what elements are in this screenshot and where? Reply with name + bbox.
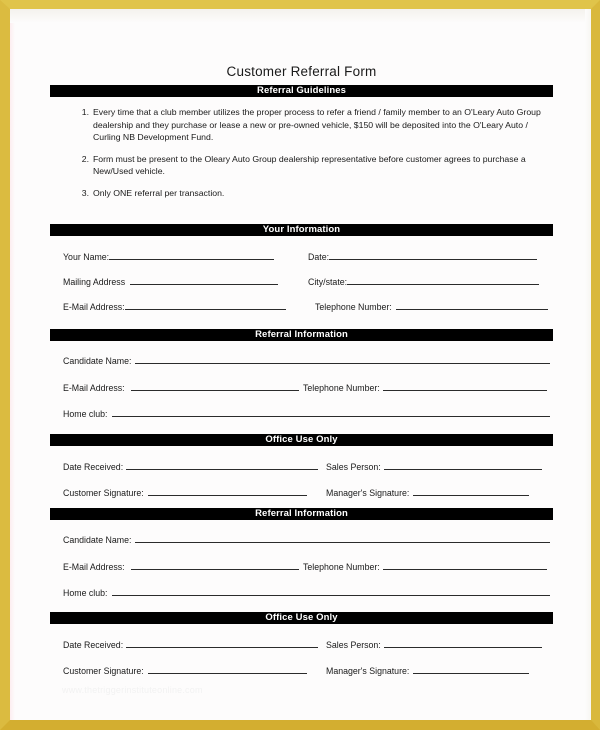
write-in-line[interactable] bbox=[396, 300, 548, 310]
referral-2-row-3 bbox=[50, 586, 553, 600]
field-home-club[interactable] bbox=[63, 586, 550, 598]
field-email-address[interactable] bbox=[63, 300, 286, 312]
field-telephone-number[interactable] bbox=[303, 560, 547, 572]
page-top-shadow bbox=[10, 9, 591, 23]
write-in-line[interactable] bbox=[109, 250, 274, 260]
write-in-line[interactable] bbox=[131, 560, 299, 570]
write-in-line[interactable] bbox=[347, 275, 539, 285]
write-in-line[interactable] bbox=[384, 638, 542, 648]
site-watermark: www.thetriggerinstituteonline.com bbox=[62, 685, 203, 695]
field-managers-signature[interactable] bbox=[326, 486, 529, 498]
field-label: E-Mail Address: bbox=[63, 383, 125, 393]
document-page bbox=[10, 9, 591, 720]
field-label: Home club: bbox=[63, 409, 108, 419]
field-label: Home club: bbox=[63, 588, 108, 598]
field-label: Candidate Name: bbox=[63, 535, 132, 545]
field-label: Your Name: bbox=[63, 252, 110, 262]
guideline-item bbox=[50, 187, 553, 200]
write-in-line[interactable] bbox=[148, 664, 307, 674]
field-customer-signature[interactable] bbox=[63, 486, 307, 498]
field-label: Manager's Signature: bbox=[326, 666, 410, 676]
field-email-address[interactable] bbox=[63, 560, 299, 572]
field-label: Mailing Address bbox=[63, 277, 126, 287]
field-mailing-address[interactable] bbox=[63, 275, 278, 287]
office-2-row-2 bbox=[50, 664, 553, 678]
field-label: Telephone Number: bbox=[315, 302, 392, 312]
section-header-office-use-only-1: Office Use Only bbox=[50, 434, 553, 446]
field-label: Customer Signature: bbox=[63, 666, 144, 676]
write-in-line[interactable] bbox=[130, 275, 278, 285]
field-customer-signature[interactable] bbox=[63, 664, 307, 676]
field-telephone-number[interactable] bbox=[303, 381, 547, 393]
guideline-text: Only ONE referral per transaction. bbox=[93, 187, 225, 198]
write-in-line[interactable] bbox=[126, 638, 318, 648]
field-label: Telephone Number: bbox=[303, 562, 380, 572]
section-header-your-information: Your Information bbox=[50, 224, 553, 236]
referral-1-row-1 bbox=[50, 354, 553, 368]
field-label: Customer Signature: bbox=[63, 488, 144, 498]
field-label: Manager's Signature: bbox=[326, 488, 410, 498]
referral-1-row-3 bbox=[50, 407, 553, 421]
office-1-row-1 bbox=[50, 460, 553, 474]
write-in-line[interactable] bbox=[383, 381, 547, 391]
write-in-line[interactable] bbox=[413, 486, 529, 496]
field-date[interactable] bbox=[308, 250, 537, 262]
field-label: Sales Person: bbox=[326, 462, 381, 472]
page-title: Customer Referral Form bbox=[226, 64, 377, 79]
field-label: City/state: bbox=[308, 277, 348, 287]
guideline-item bbox=[50, 153, 553, 178]
field-label: Telephone Number: bbox=[303, 383, 380, 393]
your-information-row-1 bbox=[50, 250, 553, 264]
your-information-row-2 bbox=[50, 275, 553, 289]
field-telephone-number[interactable] bbox=[315, 300, 548, 312]
field-sales-person[interactable] bbox=[326, 460, 542, 472]
field-label: Candidate Name: bbox=[63, 356, 132, 366]
write-in-line[interactable] bbox=[384, 460, 542, 470]
field-label: Date Received: bbox=[63, 462, 124, 472]
field-candidate-name[interactable] bbox=[63, 533, 550, 545]
write-in-line[interactable] bbox=[135, 354, 550, 364]
write-in-line[interactable] bbox=[329, 250, 537, 260]
field-your-name[interactable] bbox=[63, 250, 274, 262]
write-in-line[interactable] bbox=[112, 586, 550, 596]
write-in-line[interactable] bbox=[383, 560, 547, 570]
section-header-referral-information-1: Referral Information bbox=[50, 329, 553, 341]
section-header-referral-guidelines: Referral Guidelines bbox=[50, 85, 553, 97]
field-date-received[interactable] bbox=[63, 460, 318, 472]
guideline-number: 1. bbox=[81, 107, 89, 117]
guideline-text: Form must be present to the Oleary Auto Group dealership representative before customer agrees to purchase a New/Used vehicle. bbox=[93, 153, 526, 177]
guideline-number: 2. bbox=[81, 153, 89, 164]
field-label: Sales Person: bbox=[326, 640, 381, 650]
field-candidate-name[interactable] bbox=[63, 354, 550, 366]
field-label: Date Received: bbox=[63, 640, 124, 650]
write-in-line[interactable] bbox=[126, 460, 318, 470]
field-date-received[interactable] bbox=[63, 638, 318, 650]
write-in-line[interactable] bbox=[125, 300, 286, 310]
field-label: E-Mail Address: bbox=[63, 302, 125, 312]
field-label: E-Mail Address: bbox=[63, 562, 125, 572]
office-1-row-2 bbox=[50, 486, 553, 500]
guideline-item bbox=[50, 106, 553, 144]
write-in-line[interactable] bbox=[413, 664, 529, 674]
field-city-state[interactable] bbox=[308, 275, 539, 287]
write-in-line[interactable] bbox=[112, 407, 550, 417]
write-in-line[interactable] bbox=[131, 381, 299, 391]
guideline-text: Every time that a club member utilizes the proper process to refer a friend / family member to an O'Leary Auto Group dealership and they purchase or lease a new or pre-owned vehicle, $150 will be deposited into the O'Leary Auto / Curling NB Development Fund. bbox=[93, 107, 541, 143]
your-information-row-3 bbox=[50, 300, 553, 314]
field-managers-signature[interactable] bbox=[326, 664, 529, 676]
field-home-club[interactable] bbox=[63, 407, 550, 419]
section-header-office-use-only-2: Office Use Only bbox=[50, 612, 553, 624]
referral-guidelines-list bbox=[50, 106, 553, 209]
section-header-referral-information-2: Referral Information bbox=[50, 508, 553, 520]
field-label: Date: bbox=[308, 252, 330, 262]
write-in-line[interactable] bbox=[135, 533, 550, 543]
referral-2-row-2 bbox=[50, 560, 553, 574]
referral-1-row-2 bbox=[50, 381, 553, 395]
field-email-address[interactable] bbox=[63, 381, 299, 393]
office-2-row-1 bbox=[50, 638, 553, 652]
field-sales-person[interactable] bbox=[326, 638, 542, 650]
guideline-number: 3. bbox=[81, 187, 89, 198]
write-in-line[interactable] bbox=[148, 486, 307, 496]
referral-2-row-1 bbox=[50, 533, 553, 547]
